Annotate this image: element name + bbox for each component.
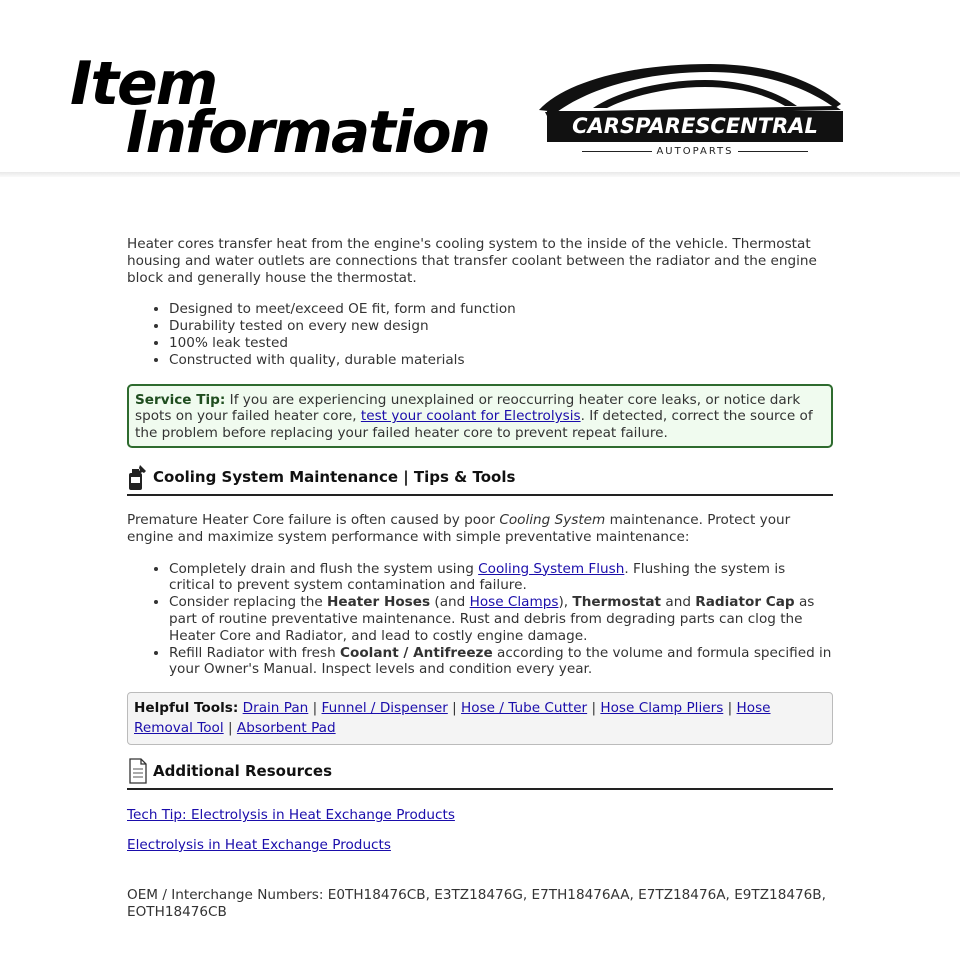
tool-separator: | <box>452 700 457 717</box>
item-text: (and <box>430 594 470 611</box>
intro-paragraph: Heater cores transfer heat from the engine's cooling system to the inside of the vehicle. Thermostat housing and water outlets are connections that transfer coolant between the radiator and the engine block and generally house the thermostat. <box>127 236 817 286</box>
logo-rule-right <box>738 151 808 152</box>
item-bold: Thermostat <box>572 594 662 611</box>
tool-separator: | <box>312 700 318 717</box>
item-description <box>127 236 833 920</box>
logo-brand-name: CARSPARESCENTRAL <box>547 111 843 142</box>
wrench-bottle-icon <box>127 463 149 491</box>
maintenance-text: Premature Heater Core failure is often caused by poor <box>127 511 500 528</box>
electrolysis-test-link[interactable]: test your coolant for Electrolysis <box>360 408 581 425</box>
maintenance-text-end: maintenance. Protect your engine and maximize system performance with simple preventative maintenance: <box>127 511 791 545</box>
service-tip-box <box>127 384 833 448</box>
service-tip-label: Service Tip: <box>135 391 226 408</box>
resources-heading-text: Additional Resources <box>153 761 333 780</box>
feature-item: • Designed to meet/exceed OE fit, form and function <box>169 301 833 318</box>
feature-list <box>127 301 833 368</box>
tool-separator: | <box>727 700 733 717</box>
header-divider <box>0 172 960 177</box>
banner-title-line1: Item <box>70 49 217 119</box>
feature-item: • Constructed with quality, durable materials <box>169 352 833 369</box>
header-banner <box>0 0 960 172</box>
resource-links <box>127 807 833 854</box>
maintenance-list <box>127 561 833 679</box>
item-text: Completely drain and flush the system using <box>169 560 479 577</box>
tool-separator: | <box>591 700 597 717</box>
item-text: . Flushing the system is critical to prevent system contamination and failure. <box>169 560 786 594</box>
logo-tagline <box>547 146 843 157</box>
item-text: Consider replacing the <box>169 594 328 611</box>
maintenance-item-replace <box>169 594 833 644</box>
tool-separator: | <box>227 720 233 737</box>
item-text: according to the volume and formula specified in your Owner's Manual. Inspect levels and condition every year. <box>169 644 832 678</box>
item-bold: Radiator Cap <box>695 594 795 611</box>
tool-link-clamp-pliers[interactable]: Hose Clamp Pliers <box>600 700 724 717</box>
cooling-system-flush-link[interactable]: Cooling System Flush <box>478 560 625 577</box>
service-tip-text-end: . If detected, correct the source of the problem before replacing your failed heater core to prevent repeat failure. <box>135 408 813 442</box>
oem-interchange-numbers: OEM / Interchange Numbers: E0TH18476CB, E3TZ18476G, E7TH18476AA, E7TZ18476A, E9TZ18476B, EOTH18476CB <box>127 886 826 920</box>
item-text: ), <box>558 594 573 611</box>
hose-clamps-link[interactable]: Hose Clamps <box>469 594 559 611</box>
maintenance-item-refill <box>169 645 833 679</box>
maintenance-heading <box>127 463 833 496</box>
maintenance-emphasis: Cooling System <box>499 511 606 528</box>
logo-tagline-text: AUTOPARTS <box>656 146 734 157</box>
feature-item: • 100% leak tested <box>169 335 833 352</box>
tool-link-hose-removal[interactable]: Hose Removal Tool <box>134 700 771 737</box>
banner-title-line2: Information <box>126 98 489 166</box>
tool-link-funnel[interactable]: Funnel / Dispenser <box>321 700 448 717</box>
maintenance-paragraph <box>127 512 833 546</box>
resources-heading <box>127 757 833 790</box>
resource-link-electrolysis[interactable]: Electrolysis in Heat Exchange Products <box>127 836 391 853</box>
item-bold: Heater Hoses <box>327 594 431 611</box>
document-icon <box>127 757 149 785</box>
maintenance-heading-text: Cooling System Maintenance | Tips & Tools <box>153 467 516 486</box>
item-bold: Coolant / Antifreeze <box>340 644 493 661</box>
feature-item: • Durability tested on every new design <box>169 318 833 335</box>
tool-link-drain-pan[interactable]: Drain Pan <box>242 700 309 717</box>
tool-link-absorbent-pad[interactable]: Absorbent Pad <box>236 720 336 737</box>
tool-link-hose-cutter[interactable]: Hose / Tube Cutter <box>461 700 588 717</box>
maintenance-item-flush <box>169 561 833 595</box>
helpful-tools-box <box>127 692 833 745</box>
item-text: and <box>661 594 696 611</box>
item-text: Refill Radiator with fresh <box>169 644 341 661</box>
helpful-tools-label: Helpful Tools: <box>134 700 239 717</box>
item-text: as part of routine preventative maintenance. Rust and debris from degrading parts can clog the Heater Core and Radiator, and lead to costly engine damage. <box>169 594 815 644</box>
resource-link-tech-tip[interactable]: Tech Tip: Electrolysis in Heat Exchange Products <box>127 807 455 824</box>
service-tip-text: If you are experiencing unexplained or reoccurring heater core leaks, or notice dark spots on your failed heater core, <box>135 391 801 425</box>
logo-rule-left <box>582 151 652 152</box>
